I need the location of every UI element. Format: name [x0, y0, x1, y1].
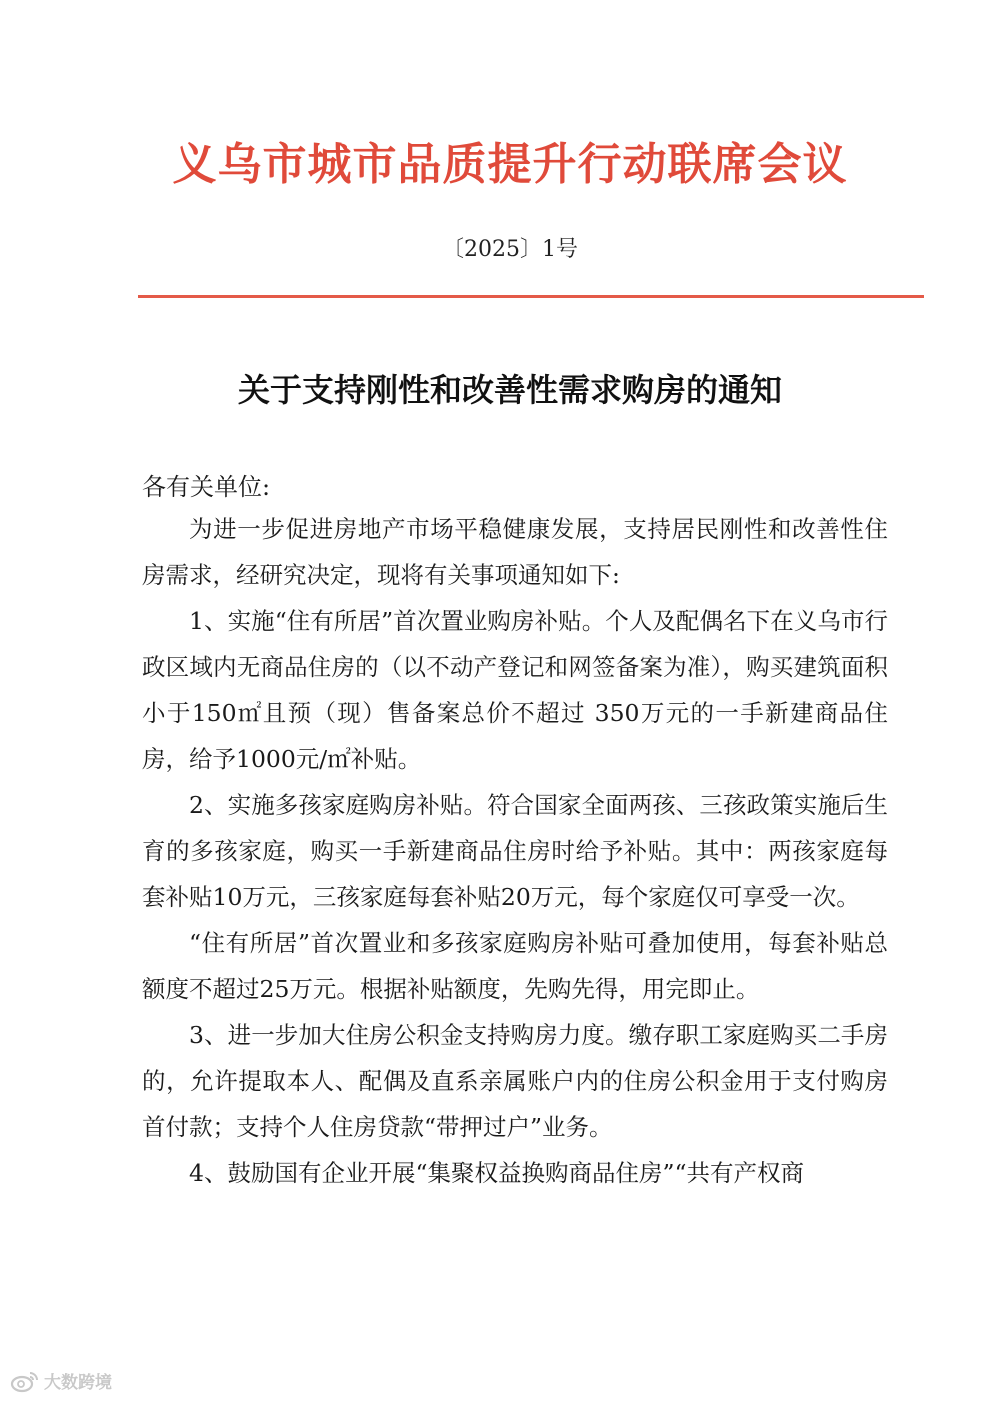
document-title: 关于支持刚性和改善性需求购房的通知	[237, 371, 782, 409]
red-divider-line	[138, 295, 924, 298]
document-number: 〔2025〕1号	[442, 237, 578, 262]
paragraph-item-3: 3、进一步加大住房公积金支持购房力度。缴存职工家庭购买二手房的，允许提取本人、配偶及直系亲属账户内的住房公积金用于支付购房首付款；支持个人住房贷款“带押过户”业务。	[142, 1021, 888, 1141]
salutation: 各有关单位:	[142, 473, 271, 501]
weibo-logo-icon	[10, 1369, 40, 1393]
watermark	[10, 1368, 112, 1393]
paragraph-item-2: 2、实施多孩家庭购房补贴。符合国家全面两孩、三孩政策实施后生育的多孩家庭，购买一手新建商品住房时给予补贴。其中：两孩家庭每套补贴10万元，三孩家庭每套补贴20万元，每个家庭仅可享受一次。	[142, 791, 888, 911]
paragraph-stacking-note: “住有所居”首次置业和多孩家庭购房补贴可叠加使用，每套补贴总额度不超过25万元。根据补贴额度，先购先得，用完即止。	[142, 929, 888, 1003]
watermark-text: 大数跨境	[44, 1373, 112, 1393]
paragraph-intro: 为进一步促进房地产市场平稳健康发展，支持居民刚性和改善性住房需求，经研究决定，现将有关事项通知如下:	[142, 515, 888, 589]
issuing-organization: 义乌市城市品质提升行动联席会议	[172, 139, 848, 190]
paragraph-item-1: 1、实施“住有所居”首次置业购房补贴。个人及配偶名下在义乌市行政区域内无商品住房的（以不动产登记和网签备案为准），购买建筑面积小于150㎡且预（现）售备案总价不超过 350万元的一手新建商品住房，给予1000元/㎡补贴。	[142, 607, 888, 773]
paragraph-item-4: 4、鼓励国有企业开展“集聚权益换购商品住房”“共有产权商	[189, 1159, 804, 1187]
document-body	[142, 506, 888, 1196]
